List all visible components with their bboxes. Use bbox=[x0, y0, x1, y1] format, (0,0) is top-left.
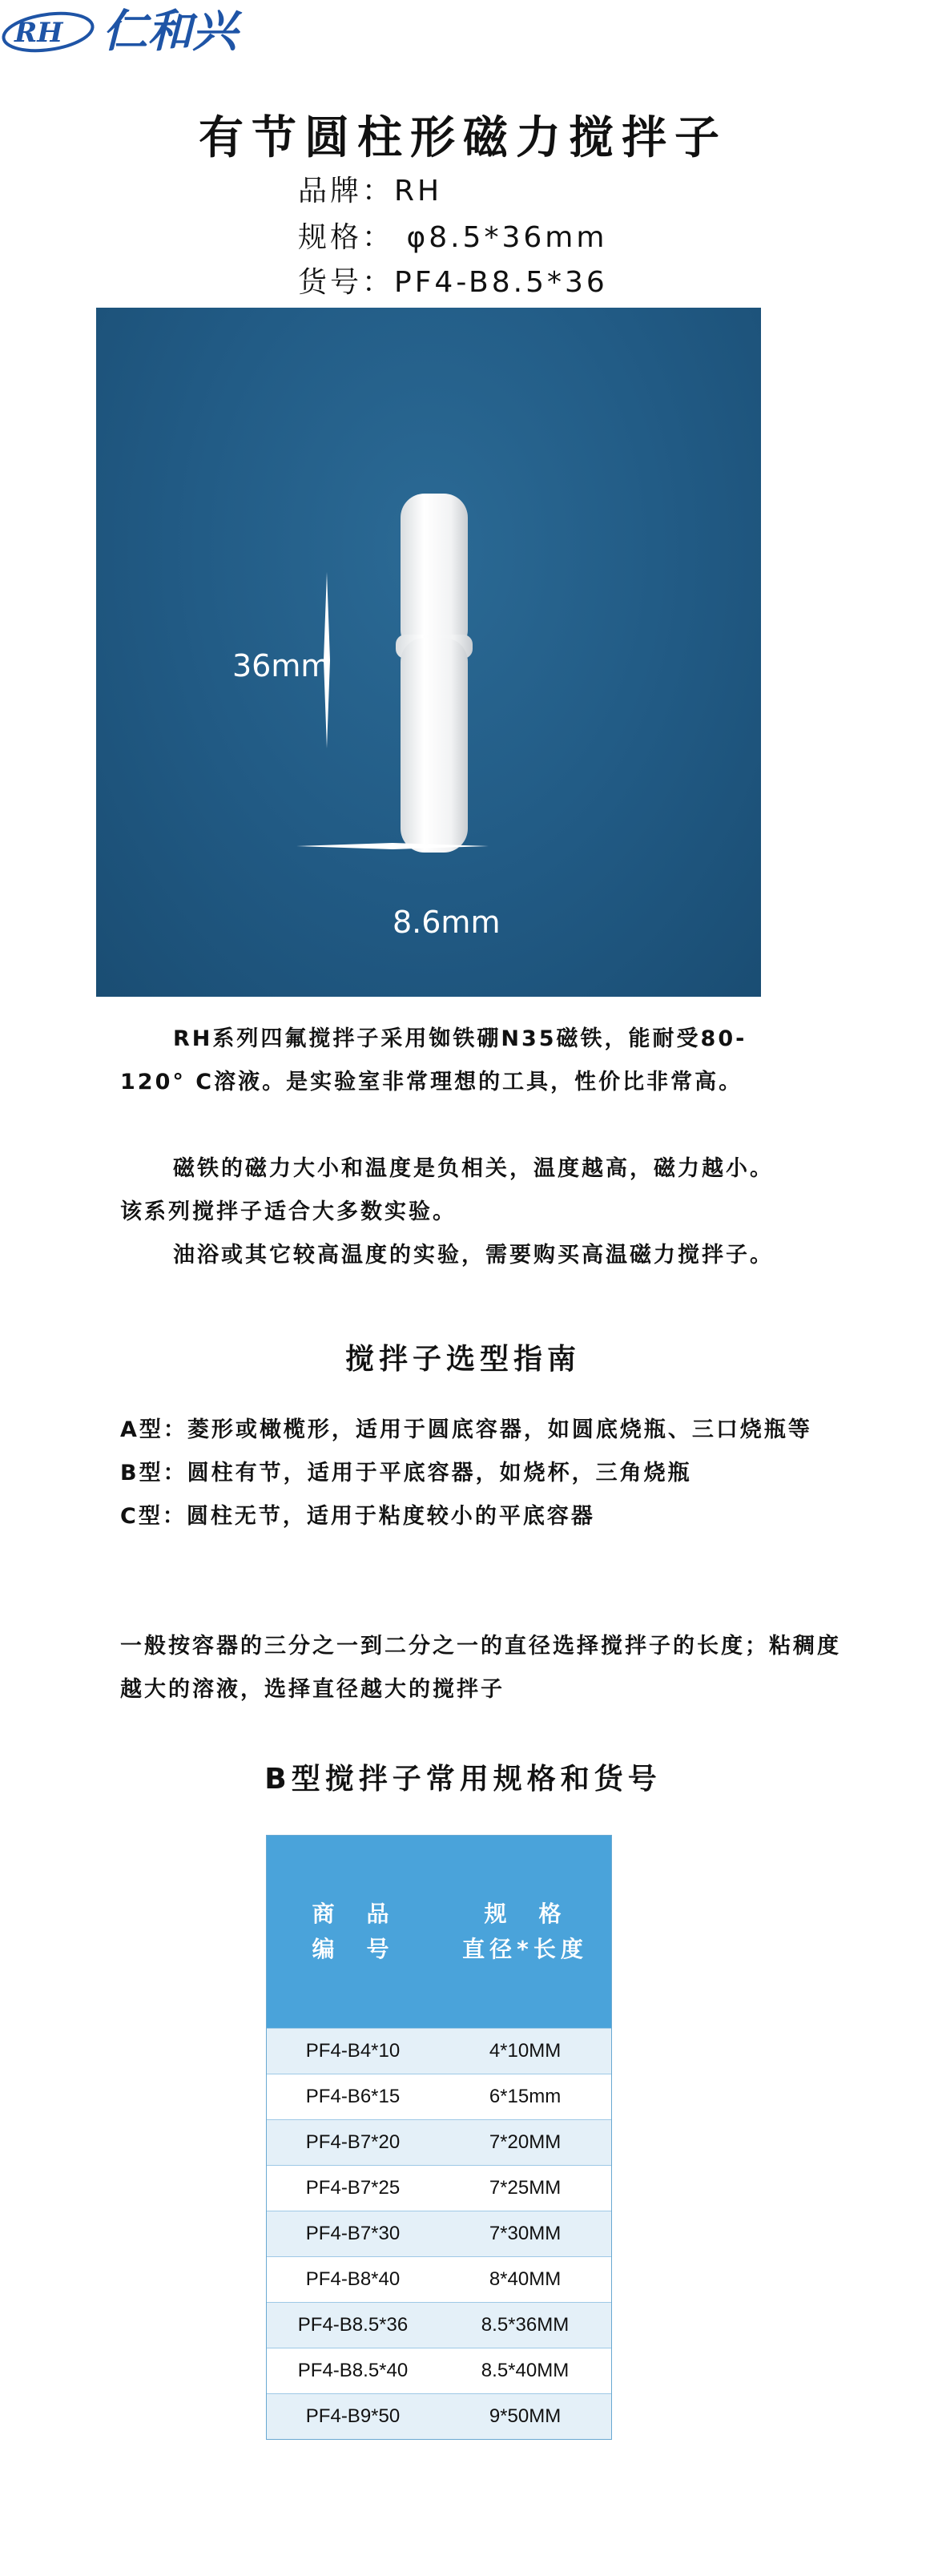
guide-type-b: B型：圆柱有节，适用于平底容器，如烧杯，三角烧瓶 bbox=[120, 1461, 692, 1486]
spec-cell: 7*30MM bbox=[489, 2223, 562, 2244]
item-number-cell: PF4-B7*20 bbox=[305, 2131, 401, 2153]
brand-line: 品牌：RH bbox=[298, 175, 443, 208]
spec-cell: 7*20MM bbox=[489, 2131, 562, 2153]
brand-name: 仁和兴 bbox=[103, 6, 237, 58]
length-label: 36mm bbox=[232, 648, 331, 683]
description-paragraph-1: RH系列四氟搅拌子采用铷铁硼N35磁铁，能耐受80-120° C溶液。是实验室非常理想的工具，性价比非常高。 bbox=[120, 1026, 747, 1094]
guide-types bbox=[120, 1409, 841, 1538]
guide-note: 一般按容器的三分之一到二分之一的直径选择搅拌子的长度；粘稠度越大的溶液，选择直径越大的搅拌子 bbox=[120, 1634, 841, 1702]
guide-type-a: A型：菱形或橄榄形，适用于圆底容器，如圆底烧瓶、三口烧瓶等 bbox=[120, 1417, 812, 1442]
item-number-cell: PF4-B9*50 bbox=[305, 2405, 401, 2427]
spec-cell: 8*40MM bbox=[489, 2268, 562, 2290]
item-number-cell: PF4-B7*25 bbox=[305, 2177, 401, 2199]
table-row bbox=[267, 2211, 611, 2256]
table-row bbox=[267, 2348, 611, 2393]
spec-cell: 6*15mm bbox=[489, 2086, 562, 2107]
item-number-cell: PF4-B8.5*36 bbox=[297, 2314, 409, 2336]
guide-title: 搅拌子选型指南 bbox=[344, 1343, 581, 1376]
guide-type-c: C型：圆柱无节，适用于粘度较小的平底容器 bbox=[120, 1504, 595, 1529]
table-header bbox=[267, 1836, 611, 2028]
product-title: 有节圆柱形磁力搅拌子 bbox=[199, 112, 727, 164]
spec-cell: 7*25MM bbox=[489, 2177, 562, 2199]
description-paragraph-2: 磁铁的磁力大小和温度是负相关，温度越高，磁力越小。该系列搅拌子适合大多数实验。 bbox=[120, 1156, 774, 1224]
header-item-number: 商 品 编 号 bbox=[312, 1901, 394, 1962]
spec-cell: 4*10MM bbox=[489, 2040, 562, 2062]
table-row bbox=[267, 2256, 611, 2302]
logo-mark: RH bbox=[14, 17, 63, 49]
brand-logo bbox=[0, 0, 304, 64]
spec-table bbox=[266, 1835, 612, 2440]
header-spec: 规 格 直径*长度 bbox=[462, 1901, 588, 1962]
table-row bbox=[267, 2119, 611, 2165]
table-row bbox=[267, 2028, 611, 2074]
spec-cell: 8.5*36MM bbox=[481, 2314, 570, 2336]
width-label: 8.6mm bbox=[393, 905, 501, 940]
item-number-cell: PF4-B7*30 bbox=[305, 2223, 401, 2244]
spec-cell: 8.5*40MM bbox=[481, 2360, 570, 2381]
table-title: B型搅拌子常用规格和货号 bbox=[264, 1763, 662, 1796]
item-number-cell: PF4-B6*15 bbox=[305, 2086, 401, 2107]
table-row bbox=[267, 2074, 611, 2119]
item-number-cell: PF4-B8.5*40 bbox=[297, 2360, 409, 2381]
description-paragraph-3: 油浴或其它较高温度的实验，需要购买高温磁力搅拌子。 bbox=[173, 1243, 774, 1268]
table-row bbox=[267, 2393, 611, 2439]
spec-cell: 9*50MM bbox=[489, 2405, 562, 2427]
item-number-cell: PF4-B4*10 bbox=[305, 2040, 401, 2062]
table-row bbox=[267, 2302, 611, 2348]
table-row bbox=[267, 2165, 611, 2211]
item-number-line: 货号：PF4-B8.5*36 bbox=[298, 266, 608, 299]
table-body bbox=[267, 2028, 611, 2439]
product-photo bbox=[96, 308, 761, 997]
stir-bar bbox=[396, 494, 473, 853]
item-number-cell: PF4-B8*40 bbox=[305, 2268, 401, 2290]
spec-line: 规格： φ8.5*36mm bbox=[298, 221, 608, 254]
